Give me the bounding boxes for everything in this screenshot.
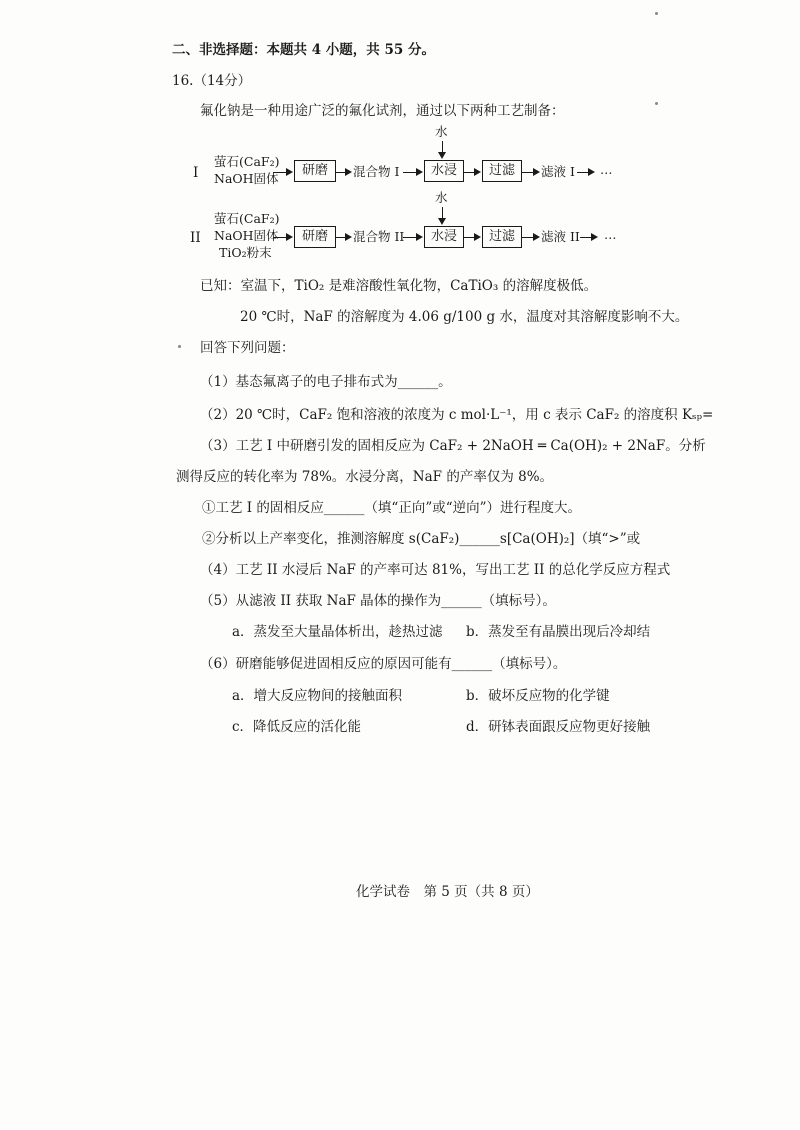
scan-speck xyxy=(655,12,658,15)
process2-input-tio2: TiO₂粉末 xyxy=(219,245,272,260)
section-header: 二、非选择题：本题共 4 小题，共 55 分。 xyxy=(172,42,435,58)
process1-mixture: 混合物 I xyxy=(353,164,400,179)
question-2: （2）20 ℃时，CaF₂ 饱和溶液的浓度为 c mol·L⁻¹，用 c 表示 CaF₂ 的溶度积 Kₛₚ= xyxy=(200,407,714,423)
answer-prompt: 回答下列问题： xyxy=(200,340,295,356)
process1-ellipsis: … xyxy=(600,162,613,177)
question-3-line-2: 测得反应的转化率为 78%。水浸分离，NaF 的产率仅为 8%。 xyxy=(176,469,554,485)
question-3-sub-1: ①工艺 I 的固相反应______（填“正向”或“逆向”）进行程度大。 xyxy=(202,500,582,516)
page-footer: 化学试卷 第 5 页（共 8 页） xyxy=(356,884,539,900)
process2-input-naoh: NaOH固体 xyxy=(214,228,279,243)
process1-input-naoh: NaOH固体 xyxy=(214,171,279,186)
process2-grind-box: 研磨 xyxy=(294,226,336,248)
question-5-option-a: a．蒸发至大量晶体析出，趁热过滤 xyxy=(232,624,443,640)
question-1: （1）基态氟离子的电子排布式为______。 xyxy=(200,374,452,390)
process2-leach-box: 水浸 xyxy=(424,226,464,248)
question-6-option-a: a．增大反应物间的接触面积 xyxy=(232,688,403,704)
process1-filtrate: 滤液 I xyxy=(541,164,575,179)
scan-speck xyxy=(178,345,181,348)
question-5-option-b: b．蒸发至有晶膜出现后冷却结 xyxy=(466,624,651,640)
known-fact-2: 20 ℃时，NaF 的溶解度为 4.06 g/100 g 水，温度对其溶解度影响不大。 xyxy=(240,309,689,325)
question-6: （6）研磨能够促进固相反应的原因可能有______（填标号）。 xyxy=(200,656,567,672)
process2-ellipsis: … xyxy=(604,227,617,242)
question-4: （4）工艺 II 水浸后 NaF 的产率可达 81%，写出工艺 II 的总化学反应方程式 xyxy=(200,562,671,578)
question-3-sub-2: ②分析以上产率变化，推测溶解度 s(CaF₂)______s[Ca(OH)₂]（填“>”或 xyxy=(202,531,641,547)
intro-text: 氟化钠是一种用途广泛的氟化试剂，通过以下两种工艺制备： xyxy=(200,103,565,119)
process2-roman: II xyxy=(190,230,201,246)
question-number: 16.（14分） xyxy=(172,73,252,89)
process2-mixture: 混合物 II xyxy=(353,229,405,244)
process1-roman: I xyxy=(193,165,199,181)
question-5: （5）从滤液 II 获取 NaF 晶体的操作为______（填标号）。 xyxy=(200,593,556,609)
question-6-option-d: d．研钵表面跟反应物更好接触 xyxy=(466,719,651,735)
process2-filter-box: 过滤 xyxy=(482,226,522,248)
question-3-line-1: （3）工艺 I 中研磨引发的固相反应为 CaF₂ + 2NaOH ═ Ca(OH)₂ + 2NaF。分析 xyxy=(200,438,706,454)
process1-grind-box: 研磨 xyxy=(294,160,336,182)
process1-filter-box: 过滤 xyxy=(482,160,522,182)
question-6-option-b: b．破坏反应物的化学键 xyxy=(466,688,610,704)
process2-input-fluorite: 萤石(CaF₂) xyxy=(214,211,280,226)
known-fact-1: 已知：室温下，TiO₂ 是难溶酸性氧化物，CaTiO₃ 的溶解度极低。 xyxy=(200,278,598,294)
process2-water-label: 水 xyxy=(435,190,448,205)
process2-filtrate: 滤液 II xyxy=(541,229,580,244)
question-6-option-c: c．降低反应的活化能 xyxy=(232,719,362,735)
scan-speck xyxy=(655,102,658,105)
process1-input-fluorite: 萤石(CaF₂) xyxy=(214,154,280,169)
process1-water-label: 水 xyxy=(435,124,448,139)
process1-leach-box: 水浸 xyxy=(424,160,464,182)
